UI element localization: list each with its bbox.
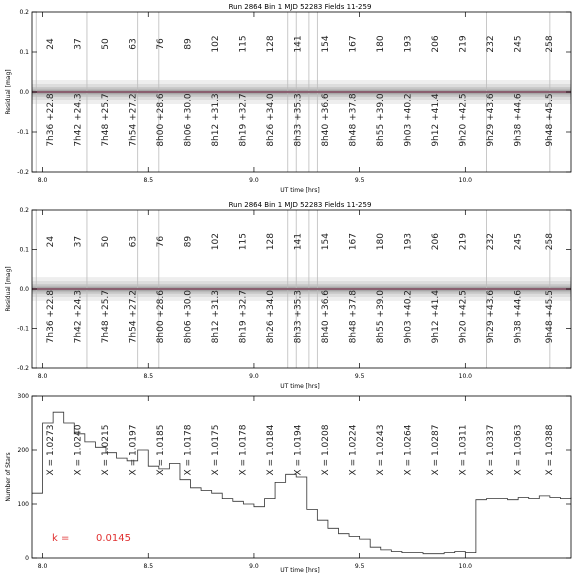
field-coord-label: 9h12 +41.4 [430, 93, 441, 147]
field-coord-label: 7h48 +25.7 [101, 93, 112, 147]
y-tick-label: 200 [17, 447, 29, 454]
airmass-label: X = 1.0311 [458, 424, 469, 476]
extinction-k-value: 0.0145 [96, 533, 131, 544]
field-coord-label: 7h36 +22.8 [46, 289, 57, 344]
x-tick-label: 9.5 [354, 373, 365, 380]
field-number-label: 50 [101, 38, 112, 50]
x-tick-label: 8.5 [143, 177, 154, 184]
airmass-label: X = 1.0178 [183, 424, 194, 476]
y-tick-label: 0.1 [19, 49, 29, 56]
field-number-label: 258 [544, 35, 555, 53]
field-coord-label: 9h03 +40.2 [403, 289, 414, 344]
field-coord-label: 7h42 +24.3 [73, 289, 84, 344]
field-number-label: 115 [238, 233, 249, 251]
airmass-label: X = 1.0243 [375, 424, 386, 476]
airmass-label: X = 1.0185 [156, 424, 167, 476]
y-tick-label: 0.1 [19, 246, 29, 254]
field-number-label: 37 [73, 235, 84, 248]
y-tick-label: -0.2 [17, 169, 29, 176]
y-tick-label: 0 [25, 555, 29, 562]
field-number-label: 37 [73, 38, 84, 50]
field-number-label: 219 [458, 35, 469, 53]
field-coord-label: 9h48 +45.5 [544, 93, 555, 147]
x-tick-label: 10.0 [458, 177, 472, 184]
field-coord-label: 8h19 +32.7 [238, 289, 249, 344]
x-tick-label: 8.0 [37, 373, 48, 380]
field-number-label: 193 [403, 35, 414, 53]
y-tick-label: 0.2 [19, 9, 29, 16]
field-number-label: 24 [46, 235, 57, 248]
field-coord-label: 7h54 +27.2 [128, 289, 139, 344]
y-tick-label: 0.0 [19, 89, 29, 96]
airmass-label: X = 1.0194 [293, 424, 304, 476]
airmass-label: X = 1.0184 [265, 424, 276, 476]
field-number-label: 63 [128, 235, 139, 248]
extinction-k-label: k = [52, 533, 70, 544]
field-number-label: 180 [375, 35, 386, 53]
field-number-label: 63 [128, 38, 139, 50]
field-coord-label: 9h12 +41.4 [430, 289, 441, 344]
airmass-label: X = 1.0215 [101, 424, 112, 476]
field-number-label: 232 [485, 35, 496, 53]
airmass-label: X = 1.0178 [238, 424, 249, 476]
panel-2-title: Run 2864 Bin 1 MJD 52283 Fields 11-259 [228, 201, 372, 209]
x-tick-label: 8.5 [143, 373, 154, 380]
field-coord-label: 8h00 +28.6 [156, 93, 167, 147]
field-coord-label: 9h20 +42.5 [458, 289, 469, 344]
panel-2-ylabel: Residual [mag] [5, 266, 12, 312]
airmass-label: X = 1.0273 [46, 424, 57, 476]
panel-2-xlabel: UT time [hrs] [280, 383, 320, 390]
field-coord-label: 8h33 +35.3 [293, 93, 304, 147]
field-number-label: 76 [156, 235, 167, 248]
field-coord-label: 9h03 +40.2 [403, 93, 414, 147]
field-coord-label: 8h12 +31.3 [211, 93, 222, 147]
x-tick-label: 9.5 [354, 177, 365, 184]
field-number-label: 232 [485, 233, 496, 251]
airmass-label: X = 1.0240 [73, 424, 84, 476]
airmass-label: X = 1.0363 [513, 424, 524, 476]
field-number-label: 206 [430, 35, 441, 53]
field-number-label: 206 [430, 233, 441, 251]
field-coord-label: 9h48 +45.5 [544, 289, 555, 344]
field-number-label: 89 [183, 38, 194, 50]
field-number-label: 102 [211, 233, 222, 251]
airmass-label: X = 1.0208 [320, 424, 331, 476]
field-number-label: 102 [211, 35, 222, 53]
x-tick-label: 9.0 [249, 177, 259, 184]
field-coord-label: 8h55 +39.0 [375, 289, 386, 344]
field-number-label: 50 [101, 235, 112, 248]
field-coord-label: 7h42 +24.3 [73, 93, 84, 147]
panel-1-title: Run 2864 Bin 1 MJD 52283 Fields 11-259 [228, 3, 372, 11]
field-coord-label: 9h38 +44.6 [513, 93, 524, 147]
x-tick-label: 10.0 [458, 373, 472, 380]
y-tick-label: -0.2 [17, 365, 29, 372]
field-number-label: 141 [293, 35, 304, 53]
airmass-label: X = 1.0175 [211, 424, 222, 476]
field-number-label: 167 [348, 233, 359, 251]
field-number-label: 141 [293, 233, 304, 251]
field-number-label: 76 [156, 38, 167, 50]
x-tick-label: 8.5 [143, 563, 154, 570]
field-number-label: 245 [513, 233, 524, 251]
field-coord-label: 8h40 +36.6 [320, 289, 331, 344]
field-coord-label: 8h40 +36.6 [320, 93, 331, 147]
field-number-label: 219 [458, 233, 469, 251]
field-coord-label: 8h48 +37.8 [348, 289, 359, 344]
airmass-label: X = 1.0287 [430, 424, 441, 476]
x-tick-label: 8.0 [37, 563, 48, 570]
panel-3-ylabel: Number of Stars [5, 452, 12, 502]
field-number-label: 258 [544, 233, 555, 251]
field-coord-label: 8h26 +34.0 [265, 93, 276, 147]
field-number-label: 128 [265, 35, 276, 53]
field-coord-label: 8h55 +39.0 [375, 93, 386, 147]
field-coord-label: 8h19 +32.7 [238, 93, 249, 147]
field-coord-label: 8h00 +28.6 [156, 289, 167, 344]
field-number-label: 167 [348, 35, 359, 53]
panel-1-xlabel: UT time [hrs] [280, 187, 320, 194]
panel-1-ylabel: Residual [mag] [5, 69, 12, 115]
field-coord-label: 8h06 +30.0 [183, 93, 194, 147]
y-tick-label: -0.1 [17, 129, 29, 136]
y-tick-label: 300 [17, 393, 29, 400]
x-tick-label: 9.0 [249, 563, 259, 570]
y-tick-label: 0.2 [19, 207, 29, 214]
field-coord-label: 7h48 +25.7 [101, 289, 112, 344]
field-number-label: 154 [320, 233, 331, 251]
panel-3-xlabel: UT time [hrs] [280, 567, 320, 574]
field-coord-label: 8h12 +31.3 [211, 289, 222, 344]
field-number-label: 154 [320, 35, 331, 53]
y-tick-label: 100 [17, 501, 29, 508]
y-tick-label: -0.1 [17, 325, 29, 333]
field-number-label: 115 [238, 35, 249, 53]
field-number-label: 245 [513, 35, 524, 53]
x-tick-label: 10.0 [458, 563, 472, 570]
field-coord-label: 9h20 +42.5 [458, 93, 469, 147]
field-number-label: 89 [183, 235, 194, 248]
x-tick-label: 8.0 [37, 177, 48, 184]
y-tick-label: 0.0 [19, 286, 29, 293]
field-coord-label: 9h29 +43.6 [485, 93, 496, 147]
field-number-label: 128 [265, 233, 276, 251]
field-coord-label: 9h38 +44.6 [513, 289, 524, 344]
field-coord-label: 9h29 +43.6 [485, 289, 496, 344]
x-tick-label: 9.0 [249, 373, 259, 380]
field-coord-label: 8h48 +37.8 [348, 93, 359, 147]
field-number-label: 180 [375, 233, 386, 251]
field-coord-label: 7h54 +27.2 [128, 93, 139, 147]
airmass-label: X = 1.0197 [128, 424, 139, 476]
field-coord-label: 8h33 +35.3 [293, 289, 304, 344]
field-number-label: 24 [46, 38, 57, 50]
x-tick-label: 9.5 [354, 563, 365, 570]
field-coord-label: 8h06 +30.0 [183, 289, 194, 344]
field-coord-label: 7h36 +22.8 [46, 93, 57, 147]
airmass-label: X = 1.0224 [348, 424, 359, 476]
airmass-label: X = 1.0337 [485, 424, 496, 476]
field-coord-label: 8h26 +34.0 [265, 289, 276, 344]
airmass-label: X = 1.0388 [544, 424, 555, 476]
field-number-label: 193 [403, 233, 414, 251]
airmass-label: X = 1.0264 [403, 424, 414, 476]
